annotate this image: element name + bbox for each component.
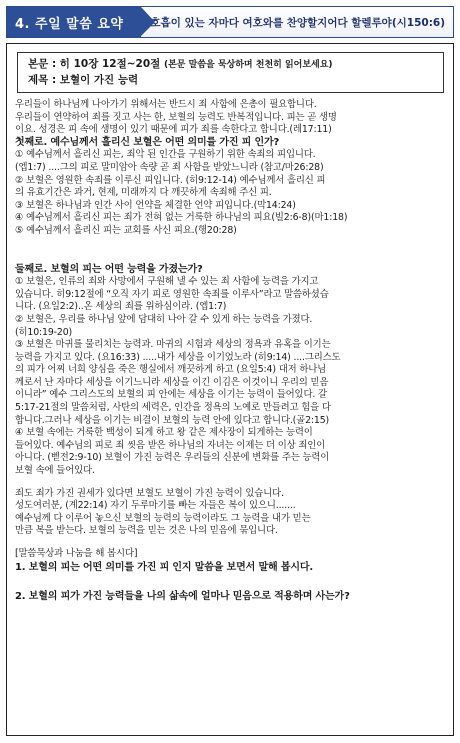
closing-line: 죄도 죄가 가진 권세가 있다면 보혈도 보혈이 가진 능력이 있습니다. xyxy=(15,487,284,499)
sermon-title: 보혈이 가진 능력 xyxy=(59,74,139,86)
section2-line: 니다. (요일2:2)..온 세상의 죄를 위하심이라. (엡1:7) xyxy=(15,301,227,313)
discussion-question-2: 2. 보혈의 피가 가진 능력들을 나의 삶속에 얼마나 믿음으로 적용하며 사는가? xyxy=(15,590,350,602)
section-tag: 4. 주일 말씀 요약 xyxy=(7,7,141,37)
section-header xyxy=(6,6,454,38)
section2-line: ③ 보혈은 마귀를 물리치는 능력과. 마귀의 시험과 세상의 정욕과 유혹을 이기는 xyxy=(15,339,331,351)
summary-body xyxy=(15,99,446,603)
closing-line: 성도여러분, (계22:14) 자기 두루마기를 빠는 자들은 복이 있으니....... xyxy=(15,500,296,512)
title-line xyxy=(28,73,433,88)
section2-line: 합니다.그러나 세상을 이기는 비결이 보혈의 능력 안에 있다고 합니다.(골2:15) xyxy=(15,414,330,426)
section1-line: 의 유효기간은 과거, 현제, 미래까지 다 깨끗하게 속죄해 주신 피. xyxy=(15,187,272,199)
section2-line: 아니다. (벧전2:9-10) 보혈이 가진 능력은 우리들의 신분에 변화를 주는 능력이 xyxy=(15,452,330,464)
scripture-label: 본문 : xyxy=(28,58,57,70)
section2-line: 능력을 가지고 있다. (요16:33) .....내가 세상을 이기었노라 (히9:14) ....그리스도 xyxy=(15,351,341,363)
section2-line: 들어있다. 예수님의 피로 죄 씻음 받은 하나님의 자녀는 이제는 더 이상 죄인이 xyxy=(15,439,326,451)
title-box xyxy=(17,52,444,93)
closing-line: 만큼 복을 받는다. 보혈의 능력을 믿는 것은 나의 믿음에 묶입니다. xyxy=(15,525,278,537)
section2-line: 있습니다. 히9:12절에 “오직 자기 피로 영원한 속죄를 이루사”라고 말씀하셨습 xyxy=(15,288,329,300)
section2-line: 5:17-21절의 말씀처럼, 사탄의 세력은, 인간을 정욕의 노예로 만들려고 힘을 다 xyxy=(15,402,331,414)
spacer xyxy=(15,254,446,264)
spacer xyxy=(15,574,446,590)
section2-heading: 둘째로. 보혈의 피는 어떤 능력을 가졌는가? xyxy=(15,263,203,275)
scripture-note: (본문 말씀을 묵상하며 천천히 읽어보세요) xyxy=(163,60,333,70)
intro-line: 이요. 성경은 피 속에 생명이 있기 때문에 피가 죄를 속한다고 합니다.(레17:11) xyxy=(15,124,332,136)
section1-line: ② 보혈은 영원한 속죄를 이루신 피입니다. (히9:12-14) 예수님께서 흘리신 피 xyxy=(15,174,326,186)
section1-line: ④ 예수님께서 흘리신 피는 죄가 전혀 없는 거룩한 하나님의 피요(빌2:6-8)(마1:18) xyxy=(15,212,348,224)
intro-line: 우리들이 연약하여 죄를 짓고 사는 한, 보혈의 능력도 반복적입니다. 피는 곧 생명 xyxy=(15,111,337,123)
intro-line: 우리들이 하나님께 나아가기 위해서는 반드시 죄 사함에 은총이 필요합니다. xyxy=(15,99,317,110)
section2-line: 보혈 속에 들어있다. xyxy=(15,465,95,477)
section2-line: 이니라” 예수 그리스도의 보혈의 피 안에는 세상을 이기는 능력이 들어있다. 갈 xyxy=(15,389,327,401)
closing-line: 예수님께 다 이루어 놓으신 보혈의 능력의 능력이라도 그 능력을 내가 믿는 xyxy=(15,512,311,524)
section1-line: ⑤ 예수님께서 흘리신 피는 교회를 사신 피요.(행20:28) xyxy=(15,224,237,236)
section1-line: (엡1:7) ....그의 피로 말미암아 속량 곧 죄 사함을 받았느니라 (참고/마26:28) xyxy=(15,161,324,173)
section2-line: ② 보혈은, 우리를 하나님 앞에 담대히 나아 갈 수 있게 하는 능력을 가졌다. xyxy=(15,313,313,325)
section2-line: 의 피가 어찌 너희 양심을 죽은 행실에서 깨끗하게 하고 (요일5:4) 대저 하나님 xyxy=(15,364,327,376)
scripture-ref: 히 10장 12절~20절 xyxy=(59,58,161,70)
section2-line: (히10:19-20) xyxy=(15,326,73,338)
header-verse: 호흡이 있는 자마다 여호와를 찬양할지어다 할렐루야(시150:6) xyxy=(141,7,453,37)
section1-heading: 첫째로. 예수님께서 흘리신 보혈은 어떤 의미를 가진 피 인가? xyxy=(15,136,280,148)
discussion-label: [말씀묵상과 나눔을 해 봅시다] xyxy=(15,548,138,559)
section2-line: ④ 보혈 속에는 거룩한 백성이 되게 하고 왕 같은 제사장이 되게하는 능력이 xyxy=(15,427,313,439)
scripture-line xyxy=(28,57,433,73)
section1-line: ③ 보혈은 하나님과 인간 사이 언약을 체결한 언약 피입니다.(막14:24) xyxy=(15,199,296,211)
spacer xyxy=(15,238,446,254)
section2-line: ① 보혈은, 인류의 죄와 사망에서 구원해 낼 수 있는 죄 사함에 능력을 가지고 xyxy=(15,276,319,288)
section2-line: 께로서 난 자마다 세상을 이기느니라 세상을 이긴 이김은 이것이니 우리의 믿음 xyxy=(15,376,329,388)
spacer xyxy=(15,538,446,548)
title-label: 제목 : xyxy=(28,74,57,86)
section1-line: ① 예수님께서 흘리신 피는, 죄악 된 인간을 구원하기 위한 속죄의 피입니다. xyxy=(15,149,316,161)
discussion-question-1: 1. 보혈의 피는 어떤 의미를 가진 피 인지 말씀을 보면서 말해 봅시다. xyxy=(15,561,314,573)
sermon-summary-box xyxy=(6,43,454,736)
spacer xyxy=(15,478,446,488)
